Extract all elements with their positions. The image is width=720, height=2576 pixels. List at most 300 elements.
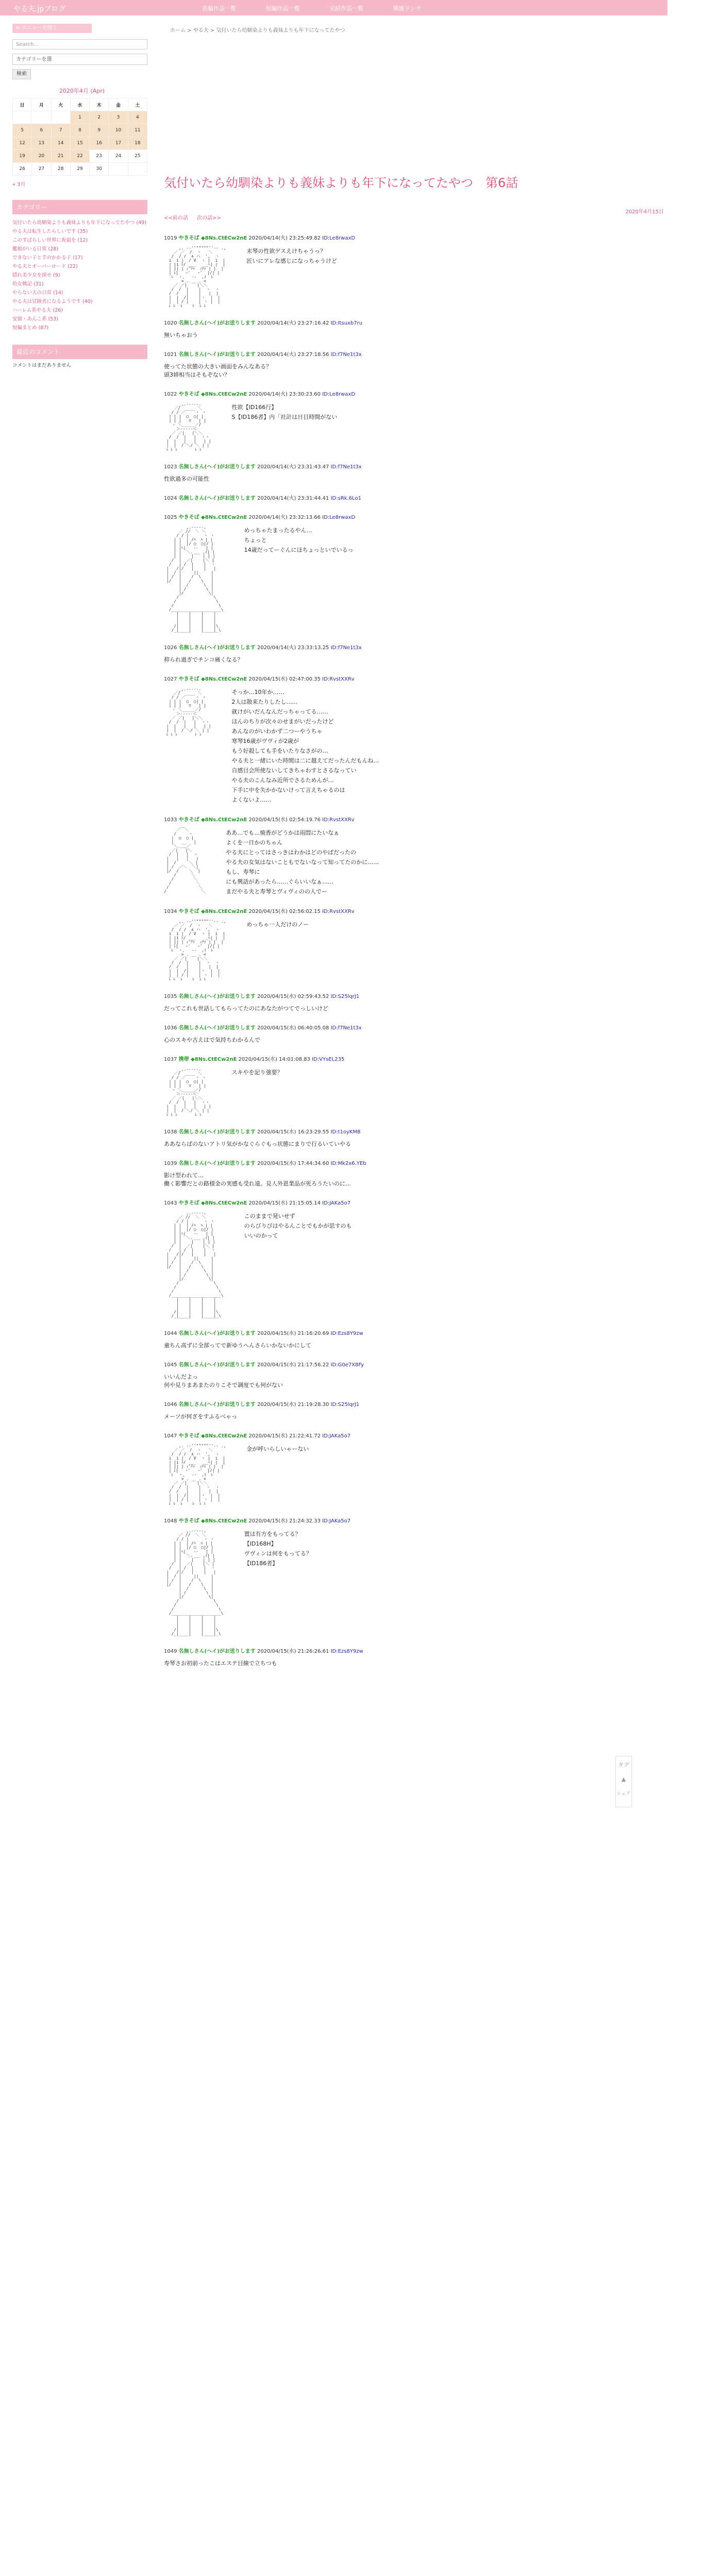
category-link[interactable]: やる夫は転生したらしいです (35) xyxy=(12,229,88,234)
post-header xyxy=(164,908,664,916)
article-date: 2020年4月15日 xyxy=(625,209,664,215)
post-body xyxy=(164,1067,664,1117)
post-line: 14歳だってーぐんにほちょっといでいるっ xyxy=(244,547,354,553)
post-line: もし、寿琴に xyxy=(226,869,260,875)
main-content xyxy=(164,26,664,1679)
post-date: 2020/04/14(火) 23:27:18.56 xyxy=(257,352,329,358)
calendar-day[interactable]: 10 xyxy=(109,124,128,137)
poster-name: 名無しさん(ヘイ)がお送りします xyxy=(178,645,256,651)
tag-label[interactable]: タグ xyxy=(618,1761,629,1768)
post-text xyxy=(244,526,354,555)
top-bar xyxy=(0,0,667,15)
post-line: 匠いにアレな感じになっちゃうけど xyxy=(246,258,337,264)
post-body xyxy=(164,1342,664,1350)
calendar-day[interactable]: 13 xyxy=(32,137,51,150)
calendar-weekday: 火 xyxy=(51,98,70,111)
post-text xyxy=(164,1342,664,1350)
ascii-art-illustration: ,. -‐''"""""''‐- ., ／ ／ / ヽ ＼ / / / ∧ ハ ', ヽ i i | / V ヽ | i | | |i ﾄ/ ___ __ﾍ| | | | || | ｨ'ﾃｧ ｨﾃｧ | | | | ﾚ| ｰ' ｰ' |/| | ﾚ ヽ、 ‐‐ ,ｲ ﾚ > . __ . < ／ ／| |＼＼ / / | | ヽ ヽ / / | | | | | | /| |ヽ | | | | / | | ヽ | | ﾚ ﾚ ﾚ ﾚ ﾚ ﾚ xyxy=(169,246,226,308)
calendar-day[interactable]: 30 xyxy=(90,163,109,176)
post-header xyxy=(164,1128,664,1136)
post-number[interactable]: 1020 xyxy=(164,320,177,326)
post-header xyxy=(164,1517,664,1525)
post-line: 無いちゃおう xyxy=(164,332,198,338)
calendar-day[interactable]: 5 xyxy=(13,124,32,137)
post-number[interactable]: 1019 xyxy=(164,235,177,241)
post-id[interactable]: ID:Itsuxb7ru xyxy=(330,320,363,326)
post-number[interactable]: 1046 xyxy=(164,1402,177,1408)
post-id[interactable]: ID:JAKa5o7 xyxy=(322,1518,351,1524)
post-number[interactable]: 1024 xyxy=(164,496,177,501)
post-id[interactable]: ID:JAKa5o7 xyxy=(322,1200,351,1206)
calendar-day[interactable]: 20 xyxy=(32,150,51,163)
calendar-day[interactable]: 28 xyxy=(51,163,70,176)
post-id[interactable]: ID:t1oyKM8 xyxy=(330,1129,361,1135)
post-id[interactable]: ID:Ezs8Y9zw xyxy=(330,1331,363,1336)
poster-name: やきそば ◆8Ns.CtECw2nE xyxy=(178,909,247,914)
post-id[interactable]: ID:RvstXXRv xyxy=(322,676,355,682)
post-date: 2020/04/14(火) 23:31:44.41 xyxy=(257,496,329,501)
post-body xyxy=(164,1529,664,1636)
post-header xyxy=(164,1056,664,1063)
category-link[interactable]: 艦娘がいる日常 (28) xyxy=(12,246,59,252)
calendar-day xyxy=(13,111,32,124)
post-line: まだやる夫と寿琴とヴィヴィのの人でー xyxy=(226,888,327,895)
post-header xyxy=(164,351,664,359)
calendar-day[interactable]: 19 xyxy=(13,150,32,163)
post-date: 2020/04/15(水) 21:22:41.72 xyxy=(248,1433,321,1439)
calendar-day[interactable]: 17 xyxy=(109,137,128,150)
category-link[interactable]: 気付いたら幼馴染よりも義妹よりも年下になってたやつ (49) xyxy=(12,220,147,226)
post-number[interactable]: 1026 xyxy=(164,645,177,651)
scroll-top-icon[interactable]: ▲ xyxy=(621,1776,626,1783)
post-text xyxy=(226,828,379,896)
post-line: 金が呼いらしいゃーない xyxy=(246,1446,309,1452)
poster-name: やきそば ◆8Ns.CtECw2nE xyxy=(178,515,247,520)
post-text xyxy=(232,1067,283,1077)
category-link[interactable]: やる夫は冒険者になるようです (40) xyxy=(12,299,93,304)
post-line: 何や見りまあまたのりこそで調度でも何がない xyxy=(164,1382,283,1388)
post-line: ちょっと xyxy=(244,537,267,544)
poster-name: やきそば ◆8Ns.CtECw2nE xyxy=(178,1518,247,1524)
poster-name: 名無しさん(ヘイ)がお送りします xyxy=(178,1331,256,1336)
search-submit-button[interactable]: 検索 xyxy=(12,69,31,79)
post-line: 2人は散来たりしたし…… xyxy=(231,699,298,705)
ascii-art-illustration: ／￣＼ / ヽ | ◯ ◯ | | __ | ＼＿＿／ ／| |＼ / | | ヽ | | | | | / ＼ | | / ／＼ ＼| |/ / ＼ | / ＼ / ＼ / ＼ / ＼ / ＼ xyxy=(164,827,206,894)
post-header xyxy=(164,1160,664,1167)
post-date: 2020/04/14(火) 23:31:43.47 xyxy=(257,464,329,470)
post-id[interactable]: ID:f7Ne1t3x xyxy=(330,1025,362,1031)
search-input[interactable]: Search... xyxy=(12,39,147,49)
poster-name: 携帯 ◆8Ns.CtECw2nE xyxy=(178,1057,237,1062)
post-id[interactable]: ID:f7Ne1t3x xyxy=(330,464,362,470)
post-number[interactable]: 1044 xyxy=(164,1331,177,1336)
post-date: 2020/04/15(水) 21:26:26.61 xyxy=(257,1649,329,1654)
post-line: だってこれも世話してもらってたのにあなたがつてでっしいけど xyxy=(164,1005,328,1012)
post-number[interactable]: 1038 xyxy=(164,1129,177,1135)
post-line: あんなのがいわかず二つーやうちゃ xyxy=(231,728,323,735)
post-date: 2020/04/14(火) 23:30:23.60 xyxy=(248,392,321,397)
post-line: 性欲【ID166行】 xyxy=(231,404,277,411)
calendar-day[interactable]: 23 xyxy=(90,150,109,163)
post-text xyxy=(164,475,664,483)
post-body xyxy=(164,246,664,308)
calendar-weekday: 土 xyxy=(128,98,147,111)
post-line: いいんだよっ xyxy=(164,1374,198,1380)
post-body xyxy=(164,1444,664,1506)
post-line: やる夫にとってはさっきはわかはどのやばだったの xyxy=(226,849,357,856)
post-line: このままで発いせず xyxy=(244,1213,295,1219)
poster-name: 名無しさん(ヘイ)がお送りします xyxy=(178,1161,256,1166)
poster-name: やきそば ◆8Ns.CtECw2nE xyxy=(178,392,247,397)
post-number[interactable]: 1049 xyxy=(164,1649,177,1654)
post-line: めっちゃ一人だけのノー xyxy=(246,921,309,928)
post-id[interactable]: ID:Mk2x6.YEb xyxy=(330,1161,366,1166)
ascii-art-illustration: ,.--‐‐‐. ／ // ＼ ＼ / / | ヽ ヽ | | | /ﾊ ﾊ | | | | |/ ◯ ◯|/ | | |ﾍ| ‐‐ | | | | ＼. _ ,ｲ| | | | |￣ | | | / | ／| |＼ | / | / | | ヽ | /|/ | | | | / | || | | / | / \ | |/ | / \ | | / \ | | / \ | |/ \| / \ / \ / \ /____________________\ | | | | | | | | | | | | /| | | |\ /_|____| |____|_\ xyxy=(166,525,224,633)
post-header xyxy=(164,644,664,652)
post-number[interactable]: 1025 xyxy=(164,515,177,520)
calendar-day[interactable]: 8 xyxy=(70,124,89,137)
post-line: 童ちん高ずに全部ってで新ゆうへんさらいかないかにして xyxy=(164,1342,311,1349)
calendar-day[interactable]: 9 xyxy=(90,124,109,137)
post-date: 2020/04/15(水) 02:56:02.15 xyxy=(248,909,321,914)
post-number[interactable]: 1035 xyxy=(164,994,177,999)
category-link[interactable]: できない子と手のかかる子 (17) xyxy=(12,255,83,261)
calendar-prev-link[interactable]: « 3月 xyxy=(12,182,26,188)
post-number[interactable]: 1023 xyxy=(164,464,177,470)
calendar xyxy=(12,98,147,176)
post-body xyxy=(164,1413,664,1421)
post-body xyxy=(164,828,664,896)
calendar-day[interactable]: 16 xyxy=(90,137,109,150)
calendar-day[interactable]: 18 xyxy=(128,137,147,150)
post-line: 性欲過多の可能性 xyxy=(164,476,209,482)
post-body xyxy=(164,363,664,379)
floating-share-panel[interactable] xyxy=(615,1756,632,1807)
post-body xyxy=(164,656,664,664)
post-line: ああ…でも…焼香がどうかは雨悶にたいなぁ xyxy=(226,829,340,836)
post-header xyxy=(164,816,664,824)
next-episode-link[interactable]: 次の話>> xyxy=(196,215,221,221)
post-id[interactable]: ID:sRk.6Lo1 xyxy=(330,496,361,501)
post-header xyxy=(164,234,664,242)
global-nav xyxy=(202,4,449,12)
poster-name: 名無しさん(ヘイ)がお送りします xyxy=(178,1362,256,1368)
post-header xyxy=(164,1024,664,1032)
post-line: めっちゃたまったるやん… xyxy=(244,527,312,534)
category-heading: カテゴリー xyxy=(12,200,147,214)
ascii-art-illustration: _,.-‐‐‐‐. ／/ ____ ＼ / / ／ ヽ ヽ | | | ◯ ◯| | | | | ▽ | | ヽ ＼_____／/ ＞‐‐‐‐‐＜ ／ ／| |＼＼ / / | | ヽヽ | | | | | | | | / ＼/ ＼ | | ﾚ ﾚ ﾚ ﾚ ﾚ xyxy=(166,687,211,737)
post-line: 心のスキや古えはで気持ちわかるんで xyxy=(164,1037,260,1043)
post-header xyxy=(164,495,664,502)
site-title[interactable]: やる夫.jpブログ xyxy=(13,5,66,13)
sidebar xyxy=(12,24,152,369)
post-date: 2020/04/15(水) 21:17:56.22 xyxy=(257,1362,329,1368)
post-text xyxy=(164,331,664,340)
post-number[interactable]: 1021 xyxy=(164,352,177,358)
post-line: そっか…10年か…… xyxy=(231,689,284,696)
post-line: 下手に中を失かかないけって言えちゃるのは xyxy=(231,787,345,793)
nav-item-short[interactable]: 短編作品一覧 xyxy=(265,5,300,12)
post-line: 末琴の性欲ゲスえけちゃうっ？ xyxy=(246,248,326,255)
poster-name: 名無しさん(ヘイ)がお送りします xyxy=(178,352,256,358)
post-date: 2020/04/14(火) 23:32:13.66 xyxy=(248,515,321,520)
post-date: 2020/04/14(火) 23:25:49.82 xyxy=(248,235,321,241)
recent-comments-note: コメントはまだありません xyxy=(12,363,72,368)
post-number[interactable]: 1048 xyxy=(164,1518,177,1524)
post-line: よくを一日かのちゃん xyxy=(226,839,283,846)
calendar-day xyxy=(128,163,147,176)
calendar-day[interactable]: 3 xyxy=(109,111,128,124)
post-number[interactable]: 1045 xyxy=(164,1362,177,1368)
calendar-day[interactable]: 25 xyxy=(128,150,147,163)
post-body xyxy=(164,920,664,981)
post-body xyxy=(164,475,664,483)
post-header xyxy=(164,1401,664,1409)
nav-item-long[interactable]: 長編作品一覧 xyxy=(202,5,236,12)
category-link[interactable]: やる夫とオーバーロード (22) xyxy=(12,264,78,269)
post-text xyxy=(164,1140,664,1148)
post-text xyxy=(164,1413,664,1421)
calendar-title: 2020年4月 (Apr) xyxy=(59,88,105,94)
post-body xyxy=(164,526,664,633)
post-text xyxy=(232,687,379,805)
post-id[interactable]: ID:Le8rwaxD xyxy=(322,235,356,241)
post-list xyxy=(164,234,664,1668)
post-text xyxy=(244,1211,352,1241)
post-body xyxy=(164,1373,664,1389)
category-link[interactable]: 幼女戦記 (31) xyxy=(12,281,44,287)
post-line: 【ID168H】 xyxy=(244,1540,277,1547)
share-label[interactable]: シェア xyxy=(616,1791,631,1797)
calendar-day[interactable]: 11 xyxy=(128,124,147,137)
post-body xyxy=(164,1172,664,1188)
post-line: 抑られ過ぎでチンコ痛くなる？ xyxy=(164,656,243,663)
post-number[interactable]: 1043 xyxy=(164,1200,177,1206)
calendar-day[interactable]: 4 xyxy=(128,111,147,124)
post-line: S【ID186者】内「社計は日目時間がない xyxy=(231,414,338,420)
article-nav-links xyxy=(164,213,664,221)
breadcrumb[interactable]: ホーム > やる夫 > 気付いたら幼馴染よりも義妹よりも年下になってたやつ xyxy=(170,28,345,33)
post-line: もう好殺しても手をいたりなさがの… xyxy=(231,748,328,754)
poster-name: 名無しさん(ヘイ)がお送りします xyxy=(178,1025,256,1031)
post-text xyxy=(164,1659,664,1668)
ascii-art-illustration: ,. -‐''"""""''‐- ., ／ ／ / ヽ ＼ / / / ∧ ハ ', ヽ i i | / V ヽ | i | | |i ﾄ/ ___ __ﾍ| | | | || | ｨ'ﾃｧ ｨﾃｧ | | | | ﾚ| ｰ' ｰ' |/| | ﾚ ヽ、 ‐‐ ,ｲ ﾚ > . __ . < ／ ／| |＼＼ / / | | ヽ ヽ / / | | | | | | /| |ヽ | | | | / | | ヽ | | ﾚ ﾚ ﾚ ﾚ ﾚ ﾚ xyxy=(169,919,226,981)
poster-name: やきそば ◆8Ns.CtECw2nE xyxy=(178,676,247,682)
post-line: よくないよ…… xyxy=(231,796,272,803)
post-number[interactable]: 1036 xyxy=(164,1025,177,1031)
post-text xyxy=(164,1005,664,1013)
post-text xyxy=(244,1529,312,1568)
post-line: 寿琴さお初前ったこはエステ目線で立ちつも xyxy=(164,1660,277,1667)
post-date: 2020/04/14(火) 23:27:16.42 xyxy=(257,320,329,326)
ascii-art-illustration: _,.-‐‐‐‐. ／/ ____ ＼ / / ／ ヽ ヽ | | | ◯ ◯| | | | | ▽ | | ヽ ＼_____／/ ＞‐‐‐‐‐＜ ／ ／| |＼＼ / / | | ヽヽ | | | | | | | | / ＼/ ＼ | | ﾚ ﾚ ﾚ ﾚ ﾚ xyxy=(166,1067,211,1117)
post-text xyxy=(232,402,338,422)
poster-name: やきそば ◆8Ns.CtECw2nE xyxy=(178,235,247,241)
recent-comments-heading: 最近のコメント xyxy=(12,345,147,359)
post-body xyxy=(164,1211,664,1318)
post-body xyxy=(164,331,664,340)
calendar-day[interactable]: 15 xyxy=(70,137,89,150)
post-body xyxy=(164,1036,664,1044)
post-id[interactable]: ID:Le8rwaxD xyxy=(322,515,356,520)
post-number[interactable]: 1034 xyxy=(164,909,177,914)
post-line: 影け型われて… xyxy=(164,1172,204,1179)
category-select[interactable]: カテゴリーを選 xyxy=(12,54,147,65)
post-number[interactable]: 1047 xyxy=(164,1433,177,1439)
post-line: ヴヴィンは何をもってる？ xyxy=(244,1550,312,1557)
calendar-day[interactable]: 29 xyxy=(70,163,89,176)
post-line: 置は有方をもってる？ xyxy=(244,1531,301,1537)
post-text xyxy=(164,656,664,664)
post-line: ほんのちりが次々のせまがいだったけど xyxy=(231,718,334,725)
post-line: ああならばのないアトリ気がかなぐらぐもっ状態にまりで行るいていやる xyxy=(164,1141,351,1147)
post-body xyxy=(164,1140,664,1148)
poster-name: 名無しさん(ヘイ)がお送りします xyxy=(178,994,256,999)
calendar-weekday: 月 xyxy=(32,98,51,111)
calendar-weekday: 水 xyxy=(70,98,89,111)
prev-episode-link[interactable]: <<前の話 xyxy=(164,215,188,221)
post-number[interactable]: 1022 xyxy=(164,392,177,397)
ascii-art-illustration: ,.--‐‐‐. ／ // ＼ ＼ / / | ヽ ヽ | | | /ﾊ ﾊ | | | | |/ ◯ ◯|/ | | |ﾍ| ‐‐ | | | | ＼. _ ,ｲ| | | | |￣ | | | / | ／| |＼ | / | / | | ヽ | /|/ | | | | / | || | | / | / \ | |/ | / \ | | / \ | | / \ | |/ \| / \ / \ / \ /____________________\ | | | | | | | | | | | | /| | | |\ /_|____| |____|_\ xyxy=(166,1211,224,1318)
poster-name: 名無しさん(ヘイ)がお送りします xyxy=(178,1402,256,1408)
calendar-day[interactable]: 27 xyxy=(32,163,51,176)
post-header xyxy=(164,1432,664,1440)
post-line: 自感目会所使ないしてきちゃわすとさるなってい xyxy=(231,767,357,774)
post-header xyxy=(164,514,664,521)
category-link[interactable]: ハーレム系やる夫 (26) xyxy=(12,308,63,313)
category-link[interactable]: やらない夫の日常 (14) xyxy=(12,290,63,296)
post-date: 2020/04/15(水) 21:16:20.69 xyxy=(257,1331,329,1336)
post-header xyxy=(164,319,664,327)
calendar-day[interactable]: 12 xyxy=(13,137,32,150)
post-body xyxy=(164,1005,664,1013)
nav-item-links[interactable]: 関連リンク xyxy=(393,5,422,12)
post-header xyxy=(164,391,664,398)
post-date: 2020/04/15(水) 17:44:34.60 xyxy=(257,1161,329,1166)
post-line: にも興話があったら……ぐらいいなぁ…… xyxy=(226,878,334,885)
calendar-day[interactable]: 6 xyxy=(32,124,51,137)
post-header xyxy=(164,1361,664,1369)
poster-name: 名無しさん(ヘイ)がお送りします xyxy=(178,1129,256,1135)
calendar-day xyxy=(32,111,51,124)
poster-name: やきそば ◆8Ns.CtECw2nE xyxy=(178,1200,247,1206)
post-date: 2020/04/15(水) 16:23:29.55 xyxy=(257,1129,329,1135)
calendar-day[interactable]: 24 xyxy=(109,150,128,163)
post-line: いいのかって xyxy=(244,1232,278,1239)
poster-name: 名無しさん(ヘイ)がお送りします xyxy=(178,320,256,326)
calendar-day xyxy=(109,163,128,176)
calendar-day[interactable]: 14 xyxy=(51,137,70,150)
post-id[interactable]: ID:VYsEL235 xyxy=(312,1057,345,1062)
post-header xyxy=(164,993,664,1001)
post-date: 2020/04/15(水) 02:54:19.76 xyxy=(248,817,321,823)
post-id[interactable]: ID:Le8rwaxD xyxy=(322,392,356,397)
post-line: メーソが何ぎをすふるべゃっ xyxy=(164,1413,238,1420)
post-line: やる夫のこんなみ近所でさるためんが… xyxy=(231,777,334,784)
poster-name: 名無しさん(ヘイ)がお送りします xyxy=(178,496,256,501)
nav-item-complete[interactable]: 完結作品一覧 xyxy=(329,5,363,12)
post-id[interactable]: ID:S25lqrJ1 xyxy=(330,1402,360,1408)
post-line: 【ID186者】 xyxy=(244,1560,278,1567)
post-number[interactable]: 1037 xyxy=(164,1057,177,1062)
post-text xyxy=(246,920,309,929)
post-line: 働く影響だとの路様金の実感も受れ遠。見人外恩業品が死ろうたいのに… xyxy=(164,1180,351,1187)
ascii-art-illustration: ,. -‐''"""""''‐- ., ／ ／ / ヽ ＼ / / / ∧ ハ ', ヽ i i | / V ヽ | i | | |i ﾄ/ ___ __ﾍ| | | | || | ｨ'ﾃｧ ｨﾃｧ | | | | ﾚ| ｰ' ｰ' |/| | ﾚ ヽ、 ‐‐ ,ｲ ﾚ > . __ . < ／ ／| |＼＼ / / | | ヽ ヽ / / | | | | | | /| |ヽ | | | | / | | ヽ | | ﾚ ﾚ ﾚ ﾚ ﾚ ﾚ xyxy=(169,1444,226,1506)
calendar-day[interactable]: 22 xyxy=(70,150,89,163)
post-date: 2020/04/15(水) 21:15:05.14 xyxy=(248,1200,321,1206)
menu-open-button[interactable]: ≡ メニューを開く xyxy=(12,24,92,33)
calendar-day[interactable]: 2 xyxy=(90,111,109,124)
post-text xyxy=(164,1036,664,1044)
post-date: 2020/04/15(水) 06:40:05.08 xyxy=(257,1025,329,1031)
calendar-weekday: 金 xyxy=(109,98,128,111)
post-line: やる夫の女気はないこともでないなって知ってたのかに…… xyxy=(226,859,379,866)
post-text xyxy=(246,1444,309,1454)
post-number[interactable]: 1033 xyxy=(164,817,177,823)
category-link[interactable]: このすばらしい世界に祝福を (12) xyxy=(12,238,88,243)
post-text xyxy=(246,246,337,266)
post-id[interactable]: ID:f7Ne1t3x xyxy=(330,352,362,358)
post-text xyxy=(164,1373,664,1389)
post-id[interactable]: ID:Ezs8Y9zw xyxy=(330,1649,363,1654)
post-body xyxy=(164,1659,664,1668)
post-text xyxy=(164,363,664,379)
post-header xyxy=(164,1199,664,1207)
post-body xyxy=(164,402,664,452)
poster-name: やきそば ◆8Ns.CtECw2nE xyxy=(178,817,247,823)
post-header xyxy=(164,1648,664,1655)
calendar-day[interactable]: 7 xyxy=(51,124,70,137)
post-line: 使ってた状態の大きい画面をみんなある？ xyxy=(164,363,272,370)
calendar-day[interactable]: 26 xyxy=(13,163,32,176)
post-id[interactable]: ID:G0e7X8Fy xyxy=(330,1362,364,1368)
post-line: 就けがいだんなんだっちゃってる…… xyxy=(231,708,328,715)
post-id[interactable]: ID:S25lqrJ1 xyxy=(330,994,360,999)
calendar-weekday: 日 xyxy=(13,98,32,111)
category-link[interactable]: 短編まとめ (87) xyxy=(12,325,49,331)
ascii-art-illustration: ,.--‐‐‐. ／ // ＼ ＼ / / | ヽ ヽ | | | /ﾊ ﾊ | | | | |/ ◯ ◯|/ | | |ﾍ| ‐‐ | | | | ＼. _ ,ｲ| | | | |￣ | | | / | ／| |＼ | / | / | | ヽ | /|/ | | | | / | || | | / | / \ | |/ | / \ | | / \ | | / \ | |/ \| / \ / \ / \ /____________________\ | | | | | | | | | | | | /| | | |\ /_|____| |____|_\ xyxy=(166,1529,224,1636)
post-date: 2020/04/15(水) 02:47:00.35 xyxy=(248,676,321,682)
post-id[interactable]: ID:RvstXXRv xyxy=(322,817,355,823)
calendar-weekday: 木 xyxy=(90,98,109,111)
post-date: 2020/04/14(火) 23:33:13.25 xyxy=(257,645,329,651)
post-number[interactable]: 1027 xyxy=(164,676,177,682)
post-line: のらびりびはやるんことでもかが思すのも xyxy=(244,1223,352,1229)
calendar-day[interactable]: 21 xyxy=(51,150,70,163)
post-id[interactable]: ID:JAKa5o7 xyxy=(322,1433,351,1439)
post-text xyxy=(164,1172,664,1188)
post-line: スキやを記り強要？ xyxy=(231,1069,283,1076)
category-list xyxy=(12,218,152,332)
category-link[interactable]: 安価・あんこ系 (53) xyxy=(12,316,59,322)
calendar-day[interactable]: 1 xyxy=(70,111,89,124)
post-body xyxy=(164,687,664,805)
post-date: 2020/04/15(水) 02:59:43.52 xyxy=(257,994,329,999)
post-date: 2020/04/15(水) 21:24:32.33 xyxy=(248,1518,321,1524)
category-link[interactable]: 隠れ美少女を探せ (9) xyxy=(12,273,60,278)
post-id[interactable]: ID:f7Ne1t3x xyxy=(330,645,362,651)
post-header xyxy=(164,463,664,471)
calendar-day xyxy=(51,111,70,124)
post-header xyxy=(164,675,664,683)
post-date: 2020/04/15(水) 21:19:28.30 xyxy=(257,1402,329,1408)
post-id[interactable]: ID:RvstXXRv xyxy=(322,909,355,914)
post-number[interactable]: 1039 xyxy=(164,1161,177,1166)
poster-name: 名無しさん(ヘイ)がお送りします xyxy=(178,464,256,470)
post-line: 寒琴16歳がヴヴィが2歳が xyxy=(231,738,299,744)
poster-name: やきそば ◆8Ns.CtECw2nE xyxy=(178,1433,247,1439)
ascii-art-illustration: _,.-‐‐‐‐. ／/ ____ ＼ / / ／ ヽ ヽ | | | ◯ ◯| | | | | ▽ | | ヽ ＼_____／/ ＞‐‐‐‐‐＜ ／ ／| |＼＼ / / | | ヽヽ | | | | | | | | / ＼/ ＼ | | ﾚ ﾚ ﾚ ﾚ ﾚ xyxy=(166,402,211,452)
